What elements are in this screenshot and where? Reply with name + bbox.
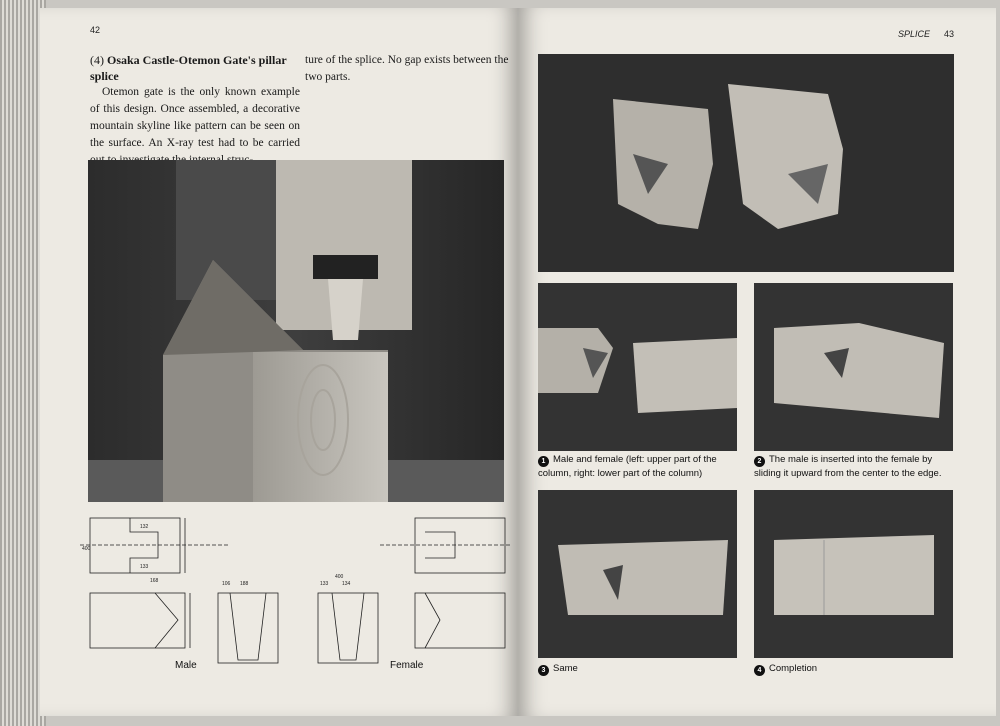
left-page-number: 42 [90,25,101,35]
heading-number: (4) [90,53,104,67]
dim-168: 168 [150,578,159,584]
dim-400: 400 [82,546,91,552]
body-column-2: ture of the splice. No gap exists between the two parts. [305,54,509,83]
section-running-head: SPLICE [898,29,931,39]
right-page-number: 43 [944,29,955,39]
photo-male-female [538,283,737,451]
caption-2-number: 2 [754,456,765,467]
dim-132: 132 [140,524,149,530]
technical-drawings [80,510,510,690]
caption-1-number: 1 [538,456,549,467]
caption-1 [538,453,738,480]
caption-4-text: Completion [769,663,818,674]
caption-4-number: 4 [754,665,765,676]
caption-4 [754,662,954,676]
male-label: Male [175,660,197,671]
caption-2 [754,453,954,480]
splice-parts-photo [538,54,954,272]
caption-3-text: Same [553,663,578,674]
caption-3-number: 3 [538,665,549,676]
caption-1-text: Male and female (left: upper part of the column, right: lower part of the column) [538,454,717,479]
caption-3 [538,662,738,676]
dim-133b: 133 [320,581,329,587]
female-label: Female [390,660,424,671]
dim-134: 134 [342,581,351,587]
photo-completion [754,490,953,658]
photo-same [538,490,737,658]
photo-insertion [754,283,953,451]
heading-title: Osaka Castle-Otemon Gate's pillar splice [90,53,287,83]
caption-2-text: The male is inserted into the female by sliding it upward from the center to the edge. [754,454,942,479]
dim-188: 188 [240,581,249,587]
section-heading [90,52,300,84]
dim-133: 133 [140,564,149,570]
dim-400b: 400 [335,574,344,580]
dim-106: 106 [222,581,231,587]
body-column-1: Otemon gate is the only known example of this design. Once assembled, a decorative mountain skyline like pattern can be seen on the surface. An X-ray test had to be carried [90,86,300,149]
main-splice-photo [88,160,504,502]
